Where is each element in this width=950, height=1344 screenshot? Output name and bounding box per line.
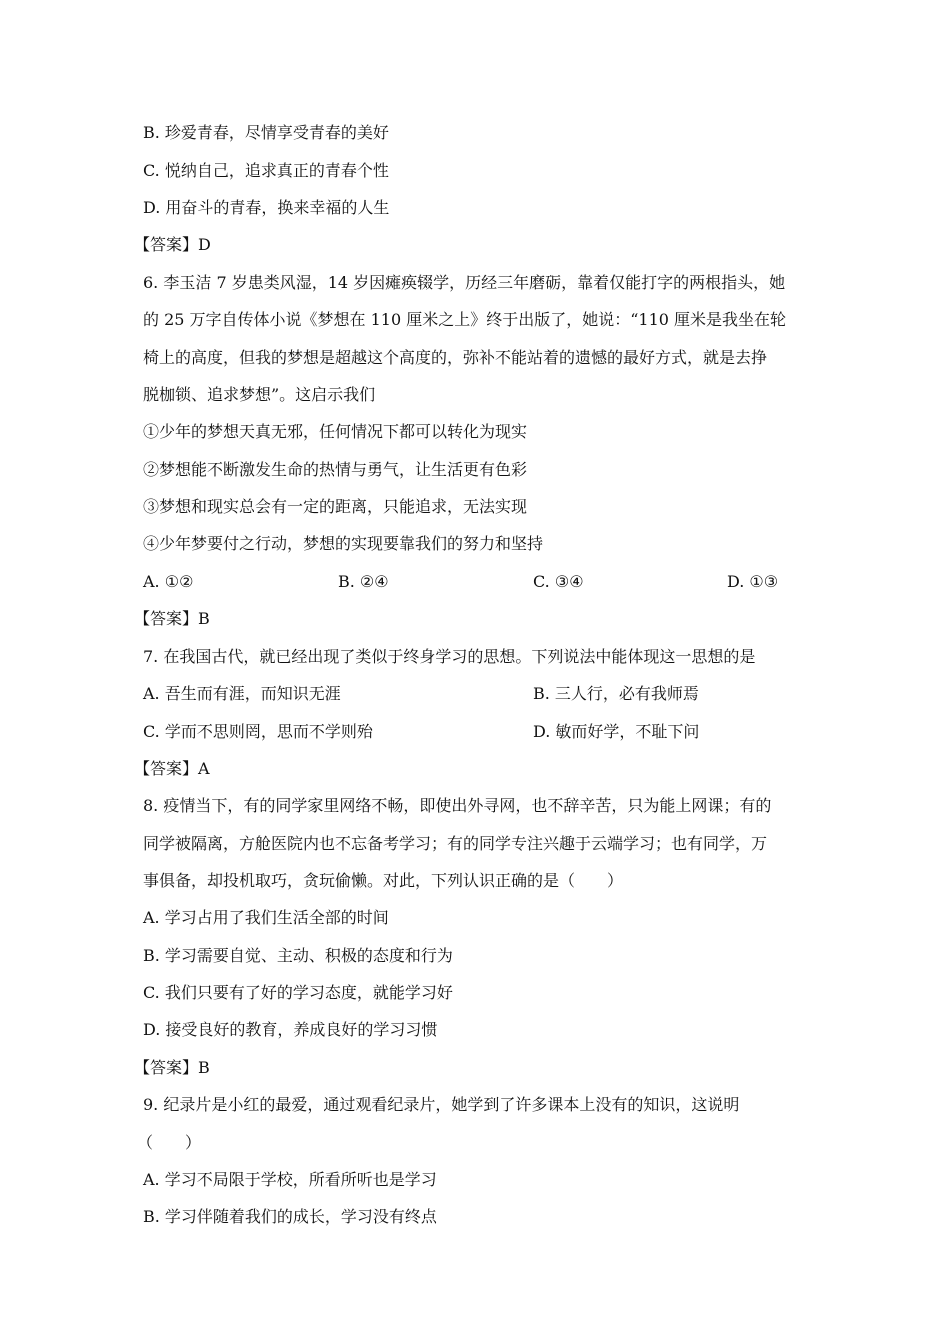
q6-option-b: B. ②④ — [338, 572, 389, 591]
q9-option-b: B. 学习伴随着我们的成长，学习没有终点 — [143, 1207, 437, 1226]
q6-statement: ③梦想和现实总会有一定的距离，只能追求，无法实现 — [143, 497, 528, 516]
q6-stem-line: 6. 李玉洁 7 岁患类风湿，14 岁因瘫痪辍学，历经三年磨砺，靠着仅能打字的两根指头，她 — [143, 273, 786, 292]
q6-stem-line: 的 25 万字自传体小说《梦想在 110 厘米之上》终于出版了，她说：“110 厘米是我坐在轮 — [143, 310, 787, 329]
q7-option-d: D. 敏而好学，不耻下问 — [533, 722, 700, 741]
q5-option-d: D. 用奋斗的青春，换来幸福的人生 — [143, 198, 390, 217]
q6-stem-line: 椅上的高度，但我的梦想是超越这个高度的，弥补不能站着的遗憾的最好方式，就是去挣 — [143, 348, 768, 367]
q7-option-a: A. 吾生而有涯，而知识无涯 — [143, 684, 341, 703]
q8-stem-line: 同学被隔离，方舱医院内也不忘备考学习；有的同学专注兴趣于云端学习；也有同学，万 — [143, 834, 768, 853]
q9-stem-line: （ ） — [137, 1133, 202, 1152]
q6-option-d: D. ①③ — [727, 572, 779, 591]
q7-answer: 【答案】A — [134, 759, 210, 778]
q9-stem-line: 9. 纪录片是小红的最爱，通过观看纪录片，她学到了许多课本上没有的知识，这说明 — [143, 1095, 740, 1114]
q5-option-b: B. 珍爱青春，尽情享受青春的美好 — [143, 123, 389, 142]
q8-answer: 【答案】B — [134, 1058, 210, 1077]
q6-option-c: C. ③④ — [533, 572, 584, 591]
q8-stem-line: 事俱备，却投机取巧，贪玩偷懒。对此，下列认识正确的是（ ） — [143, 871, 624, 890]
q6-statement: ②梦想能不断激发生命的热情与勇气，让生活更有色彩 — [143, 460, 528, 479]
q8-option-a: A. 学习占用了我们生活全部的时间 — [143, 908, 389, 927]
q7-option-b: B. 三人行，必有我师焉 — [533, 684, 699, 703]
q8-option-c: C. 我们只要有了好的学习态度，就能学习好 — [143, 983, 453, 1002]
q7-option-c: C. 学而不思则罔，思而不学则殆 — [143, 722, 373, 741]
q9-option-a: A. 学习不局限于学校，所看所听也是学习 — [143, 1170, 437, 1189]
q5-answer: 【答案】D — [134, 235, 211, 254]
q8-option-d: D. 接受良好的教育，养成良好的学习习惯 — [143, 1020, 438, 1039]
q7-stem: 7. 在我国古代，就已经出现了类似于终身学习的思想。下列说法中能体现这一思想的是 — [143, 647, 756, 666]
q5-option-c: C. 悦纳自己，追求真正的青春个性 — [143, 161, 389, 180]
q8-option-b: B. 学习需要自觉、主动、积极的态度和行为 — [143, 946, 453, 965]
q6-statement: ①少年的梦想天真无邪，任何情况下都可以转化为现实 — [143, 422, 528, 441]
q6-answer: 【答案】B — [134, 609, 210, 628]
q8-stem-line: 8. 疫情当下，有的同学家里网络不畅，即使出外寻网，也不辞辛苦，只为能上网课；有的 — [143, 796, 772, 815]
q6-statement: ④少年梦要付之行动，梦想的实现要靠我们的努力和坚持 — [143, 534, 544, 553]
q6-stem-line: 脱枷锁、追求梦想”。这启示我们 — [143, 385, 376, 404]
q6-option-a: A. ①② — [143, 572, 194, 591]
